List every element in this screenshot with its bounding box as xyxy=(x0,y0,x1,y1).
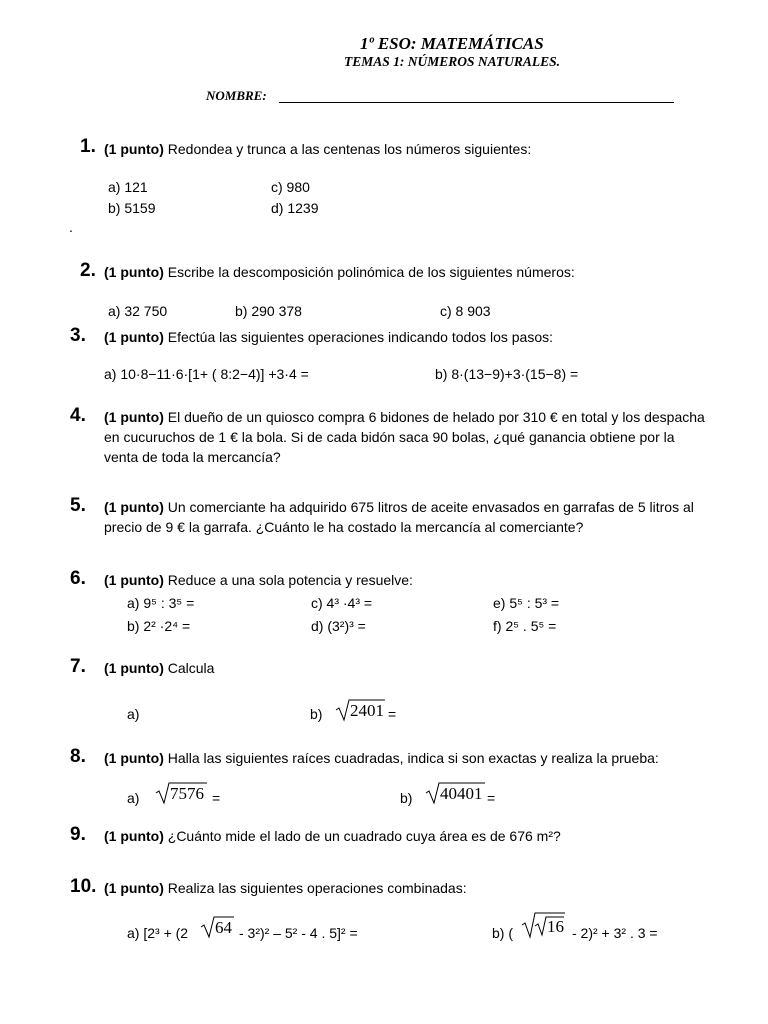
item-b: b) 2² ·2⁴ = xyxy=(127,618,191,634)
item-b-end: - 2)² + 3² . 3 = xyxy=(572,925,658,941)
item-b: b) xyxy=(400,790,413,806)
radicand: 16 xyxy=(547,917,564,936)
radicand: 40401 xyxy=(440,784,483,803)
page-subtitle: TEMAS 1: NÚMEROS NATURALES. xyxy=(344,54,561,69)
item-a: a) 121 xyxy=(108,179,148,195)
item-c: c) 980 xyxy=(271,179,310,195)
question-text: (1 punto) Calcula xyxy=(104,660,215,676)
question-number: 4. xyxy=(70,405,86,426)
nombre-field[interactable] xyxy=(279,102,674,103)
radicand: 64 xyxy=(215,918,232,937)
question-number: 7. xyxy=(70,656,86,677)
item-c: c) 8 903 xyxy=(440,303,491,319)
item-c: c) 4³ ·4³ = xyxy=(311,595,373,611)
question-text: (1 punto) ¿Cuánto mide el lado de un cuadrado cuya área es de 676 m²? xyxy=(104,828,561,844)
item-b: b) 290 378 xyxy=(235,303,302,319)
item-d: d) (3²)³ = xyxy=(311,618,366,634)
nested-square-root xyxy=(520,910,566,940)
question-text: (1 punto) Un comerciante ha adquirido 675 litros de aceite envasados en garrafas de 5 litros al precio de 9 € la garrafa. ¿Cuánto le ha costado la mercancía al comerciante? xyxy=(104,499,694,535)
item-a: a) xyxy=(127,706,140,722)
question-text: (1 punto) Efectúa las siguientes operaciones indicando todos los pasos: xyxy=(104,329,554,345)
radicand: 2401 xyxy=(350,701,384,720)
item-d: d) 1239 xyxy=(271,200,319,216)
question-number: 1. xyxy=(80,136,96,157)
question-number: 2. xyxy=(80,260,96,281)
item-e: e) 5⁵ : 5³ = xyxy=(493,595,560,611)
item-a: a) 9⁵ : 3⁵ = xyxy=(127,595,195,611)
square-root xyxy=(154,780,208,806)
question-text: (1 punto) El dueño de un quiosco compra 6 bidones de helado por 310 € en total y los despacha en cucuruchos de 1 € la bola. Si de cada bidón saca 90 bolas, ¿qué ganancia obtiene por la venta de toda la mercancía? xyxy=(104,409,705,465)
question-number: 3. xyxy=(70,325,86,346)
question-number: 8. xyxy=(70,746,86,767)
points-label: (1 punto) xyxy=(104,141,164,157)
square-root xyxy=(199,914,235,940)
page-title: 1º ESO: MATEMÁTICAS xyxy=(360,34,544,53)
question-text: (1 punto) Escribe la descomposición polinómica de los siguientes números: xyxy=(104,264,575,280)
item-b: b) 8·(13−9)+3·(15−8) = xyxy=(435,366,579,382)
equals-sign: = xyxy=(487,790,496,806)
question-number: 5. xyxy=(70,495,86,516)
item-a-start: a) [2³ + (2 xyxy=(127,925,189,941)
question-text: (1 punto) Halla las siguientes raíces cuadradas, indica si son exactas y realiza la prueba: xyxy=(104,750,659,766)
item-a-end: - 3²)² – 5² - 4 . 5]² = xyxy=(239,925,358,941)
question-number: 9. xyxy=(70,824,86,845)
stray-mark: . xyxy=(69,219,73,235)
nombre-label: NOMBRE: xyxy=(206,88,267,103)
item-a: a) xyxy=(127,790,140,806)
question-number: 10. xyxy=(70,876,97,897)
item-f: f) 2⁵ . 5⁵ = xyxy=(493,618,557,634)
question-number: 6. xyxy=(70,568,86,589)
item-a: a) 10·8−11·6·[1+ ( 8:2−4)] +3·4 = xyxy=(104,366,309,382)
item-b-start: b) ( xyxy=(492,925,513,941)
item-a: a) 32 750 xyxy=(108,303,168,319)
square-root xyxy=(424,780,486,806)
equals-sign: = xyxy=(388,706,397,722)
question-text: (1 punto) Redondea y trunca a las centenas los números siguientes: xyxy=(104,141,532,157)
item-b: b) 5159 xyxy=(108,200,156,216)
item-b: b) xyxy=(310,706,323,722)
equals-sign: = xyxy=(212,790,221,806)
question-text: (1 punto) Realiza las siguientes operaciones combinadas: xyxy=(104,880,467,896)
radicand: 7576 xyxy=(170,784,204,803)
question-text: (1 punto) Reduce a una sola potencia y resuelve: xyxy=(104,572,413,588)
square-root xyxy=(334,697,386,723)
